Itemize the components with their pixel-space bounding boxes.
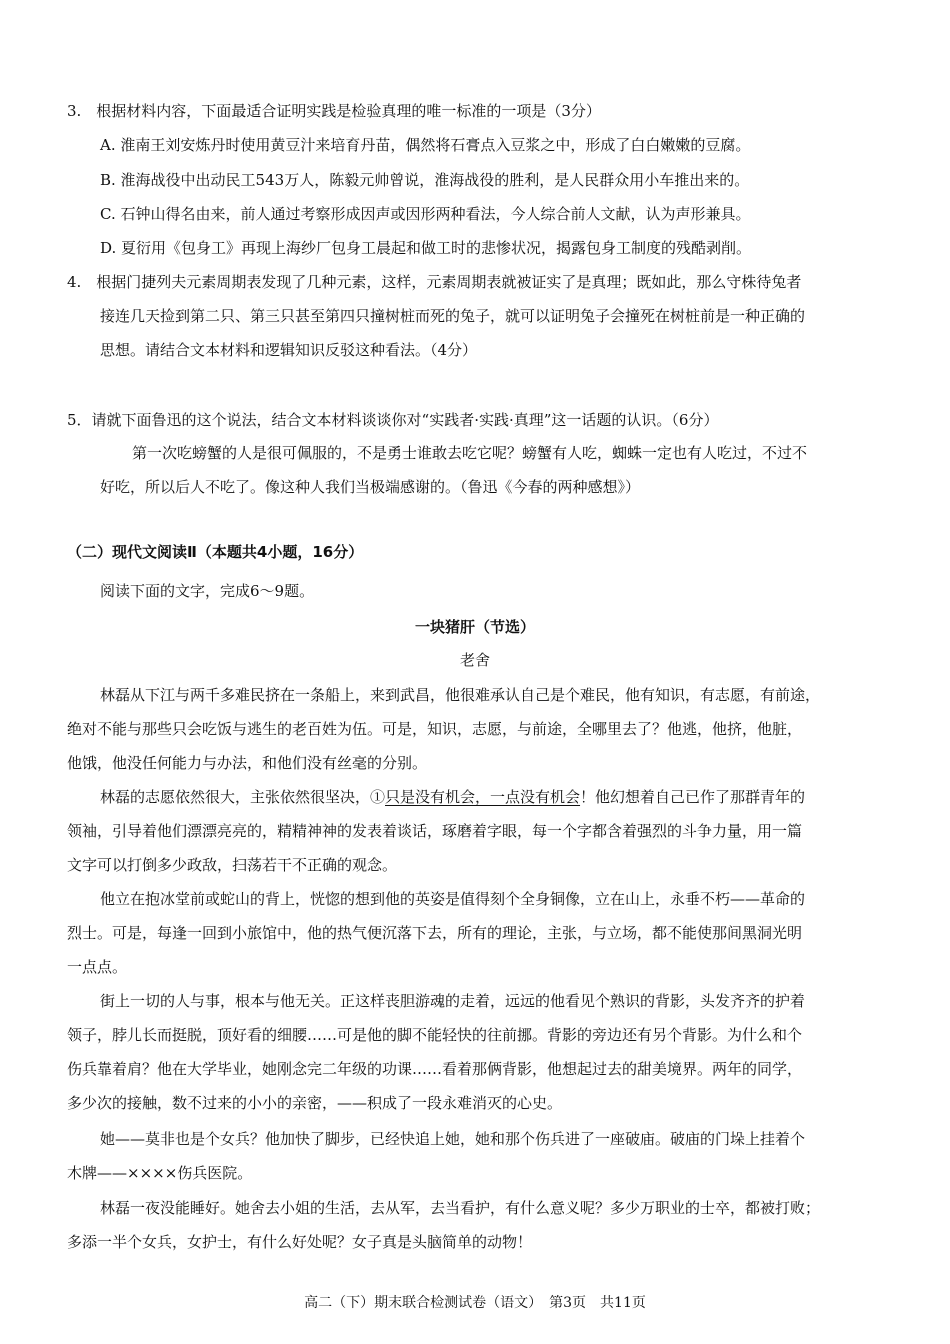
p3-line-1: 他立在抱冰堂前或蛇山的背上，恍惚的想到他的英姿是值得刻个全身铜像，立在山上，永垂不朽——革命的 bbox=[100, 890, 806, 908]
story-author: 老舍 bbox=[459, 651, 490, 669]
marker-1: ① bbox=[370, 788, 386, 806]
p2-line-2: 领袖，引导着他们漂漂亮亮的，精精神神的发表着谈话，琢磨着字眼，每一个字都含着强烈的斗争力量，用一篇 bbox=[67, 822, 803, 840]
p6-line-1: 林磊一夜没能睡好。她舍去小姐的生活，去从军，去当看护，有什么意义呢？多少万职业的士卒，都被打败； bbox=[100, 1199, 821, 1217]
q5-quote-line-1: 第一次吃螃蟹的人是很可佩服的，不是勇士谁敢去吃它呢？螃蟹有人吃，蜘蛛一定也有人吃过，不过不 bbox=[132, 444, 808, 462]
q4-line-1: 4. 根据门捷列夫元素周期表发现了几种元素，这样，元素周期表就被证实了是真理；既如此，那么守株待兔者 bbox=[67, 273, 802, 291]
p4-line-4: 多少次的接触，数不过来的小小的亲密，——积成了一段永难消灭的心史。 bbox=[67, 1094, 563, 1112]
p2-line-1: 林磊的志愿依然很大，主张依然很坚决，①只是没有机会，一点没有机会！他幻想着自己已作了那群青年的 bbox=[100, 788, 806, 806]
page-footer: 高二（下）期末联合检测试卷（语文） 第3页 共11页 bbox=[304, 1295, 646, 1311]
p1-line-3: 他饿，他没任何能力与办法，和他们没有丝毫的分别。 bbox=[67, 754, 428, 772]
q3-option-d: D. 夏衍用《包身工》再现上海纱厂包身工晨起和做工时的悲惨状况，揭露包身工制度的残酷剥削。 bbox=[100, 239, 752, 257]
p3-line-3: 一点点。 bbox=[67, 958, 128, 976]
p1-line-2: 绝对不能与那些只会吃饭与逃生的老百姓为伍。可是，知识，志愿，与前途，全哪里去了？他逃，他挤，他脏， bbox=[67, 720, 803, 738]
q4-line-2: 接连几天捡到第二只、第三只甚至第四只撞树桩而死的兔子，就可以证明兔子会撞死在树桩前是一种正确的 bbox=[100, 307, 806, 325]
p4-line-2: 领子，脖儿长而挺脱，顶好看的细腰……可是他的脚不能轻快的往前挪。背影的旁边还有另个背影。为什么和个 bbox=[67, 1026, 803, 1044]
q3-option-a: A. 淮南王刘安炼丹时使用黄豆汁来培育丹苗，偶然将石膏点入豆浆之中，形成了白白嫩嫩的豆腐。 bbox=[100, 136, 751, 154]
q5-quote-line-2: 好吃，所以后人不吃了。像这种人我们当极端感谢的。（鲁迅《今春的两种感想》） bbox=[100, 478, 641, 496]
p4-line-3: 伤兵靠着肩？他在大学毕业，她刚念完二年级的功课……看着那俩背影，他想起过去的甜美境界。两年的同学， bbox=[67, 1060, 803, 1078]
p5-line-1: 她——莫非也是个女兵？他加快了脚步，已经快追上她，她和那个伤兵进了一座破庙。破庙的门垛上挂着个 bbox=[100, 1130, 806, 1148]
p2-line-3: 文字可以打倒多少政敌，扫荡若干不正确的观念。 bbox=[67, 856, 398, 874]
p5-line-2: 木牌——××××伤兵医院。 bbox=[67, 1164, 253, 1182]
p3-line-2: 烈士。可是，每逢一回到小旅馆中，他的热气便沉落下去，所有的理论，主张，与立场，都不能使那间黑洞光明 bbox=[67, 924, 803, 942]
p6-line-2: 多添一半个女兵，女护士，有什么好处呢？女子真是头脑简单的动物！ bbox=[67, 1233, 533, 1251]
q4-line-3: 思想。请结合文本材料和逻辑知识反驳这种看法。（4分） bbox=[100, 341, 478, 359]
story-title: 一块猪肝（节选） bbox=[414, 618, 535, 636]
q3-stem: 3. 根据材料内容，下面最适合证明实践是检验真理的唯一标准的一项是（3分） bbox=[67, 102, 601, 120]
q3-option-b: B. 淮海战役中出动民工543万人，陈毅元帅曾说，淮海战役的胜利，是人民群众用小车推出来的。 bbox=[100, 171, 750, 189]
q3-option-c: C. 石钟山得名由来，前人通过考察形成因声或因形两种看法，今人综合前人文献，认为声形兼具。 bbox=[100, 205, 751, 223]
p4-line-1: 街上一切的人与事，根本与他无关。正这样丧胆游魂的走着，远远的他看见个熟识的背影，头发齐齐的护着 bbox=[100, 992, 806, 1010]
underlined-phrase: 只是没有机会，一点没有机会 bbox=[385, 788, 581, 806]
section-instruction: 阅读下面的文字，完成6～9题。 bbox=[100, 582, 315, 600]
q5-stem: 5．请就下面鲁迅的这个说法，结合文本材料谈谈你对“实践者·实践·真理”这一话题的认识。（6分） bbox=[67, 411, 719, 429]
p1-line-1: 林磊从下江与两千多难民挤在一条船上，来到武昌，他很难承认自己是个难民，他有知识，有志愿，有前途， bbox=[100, 686, 821, 704]
section-heading: （二）现代文阅读Ⅱ（本题共4小题，16分） bbox=[67, 543, 364, 561]
